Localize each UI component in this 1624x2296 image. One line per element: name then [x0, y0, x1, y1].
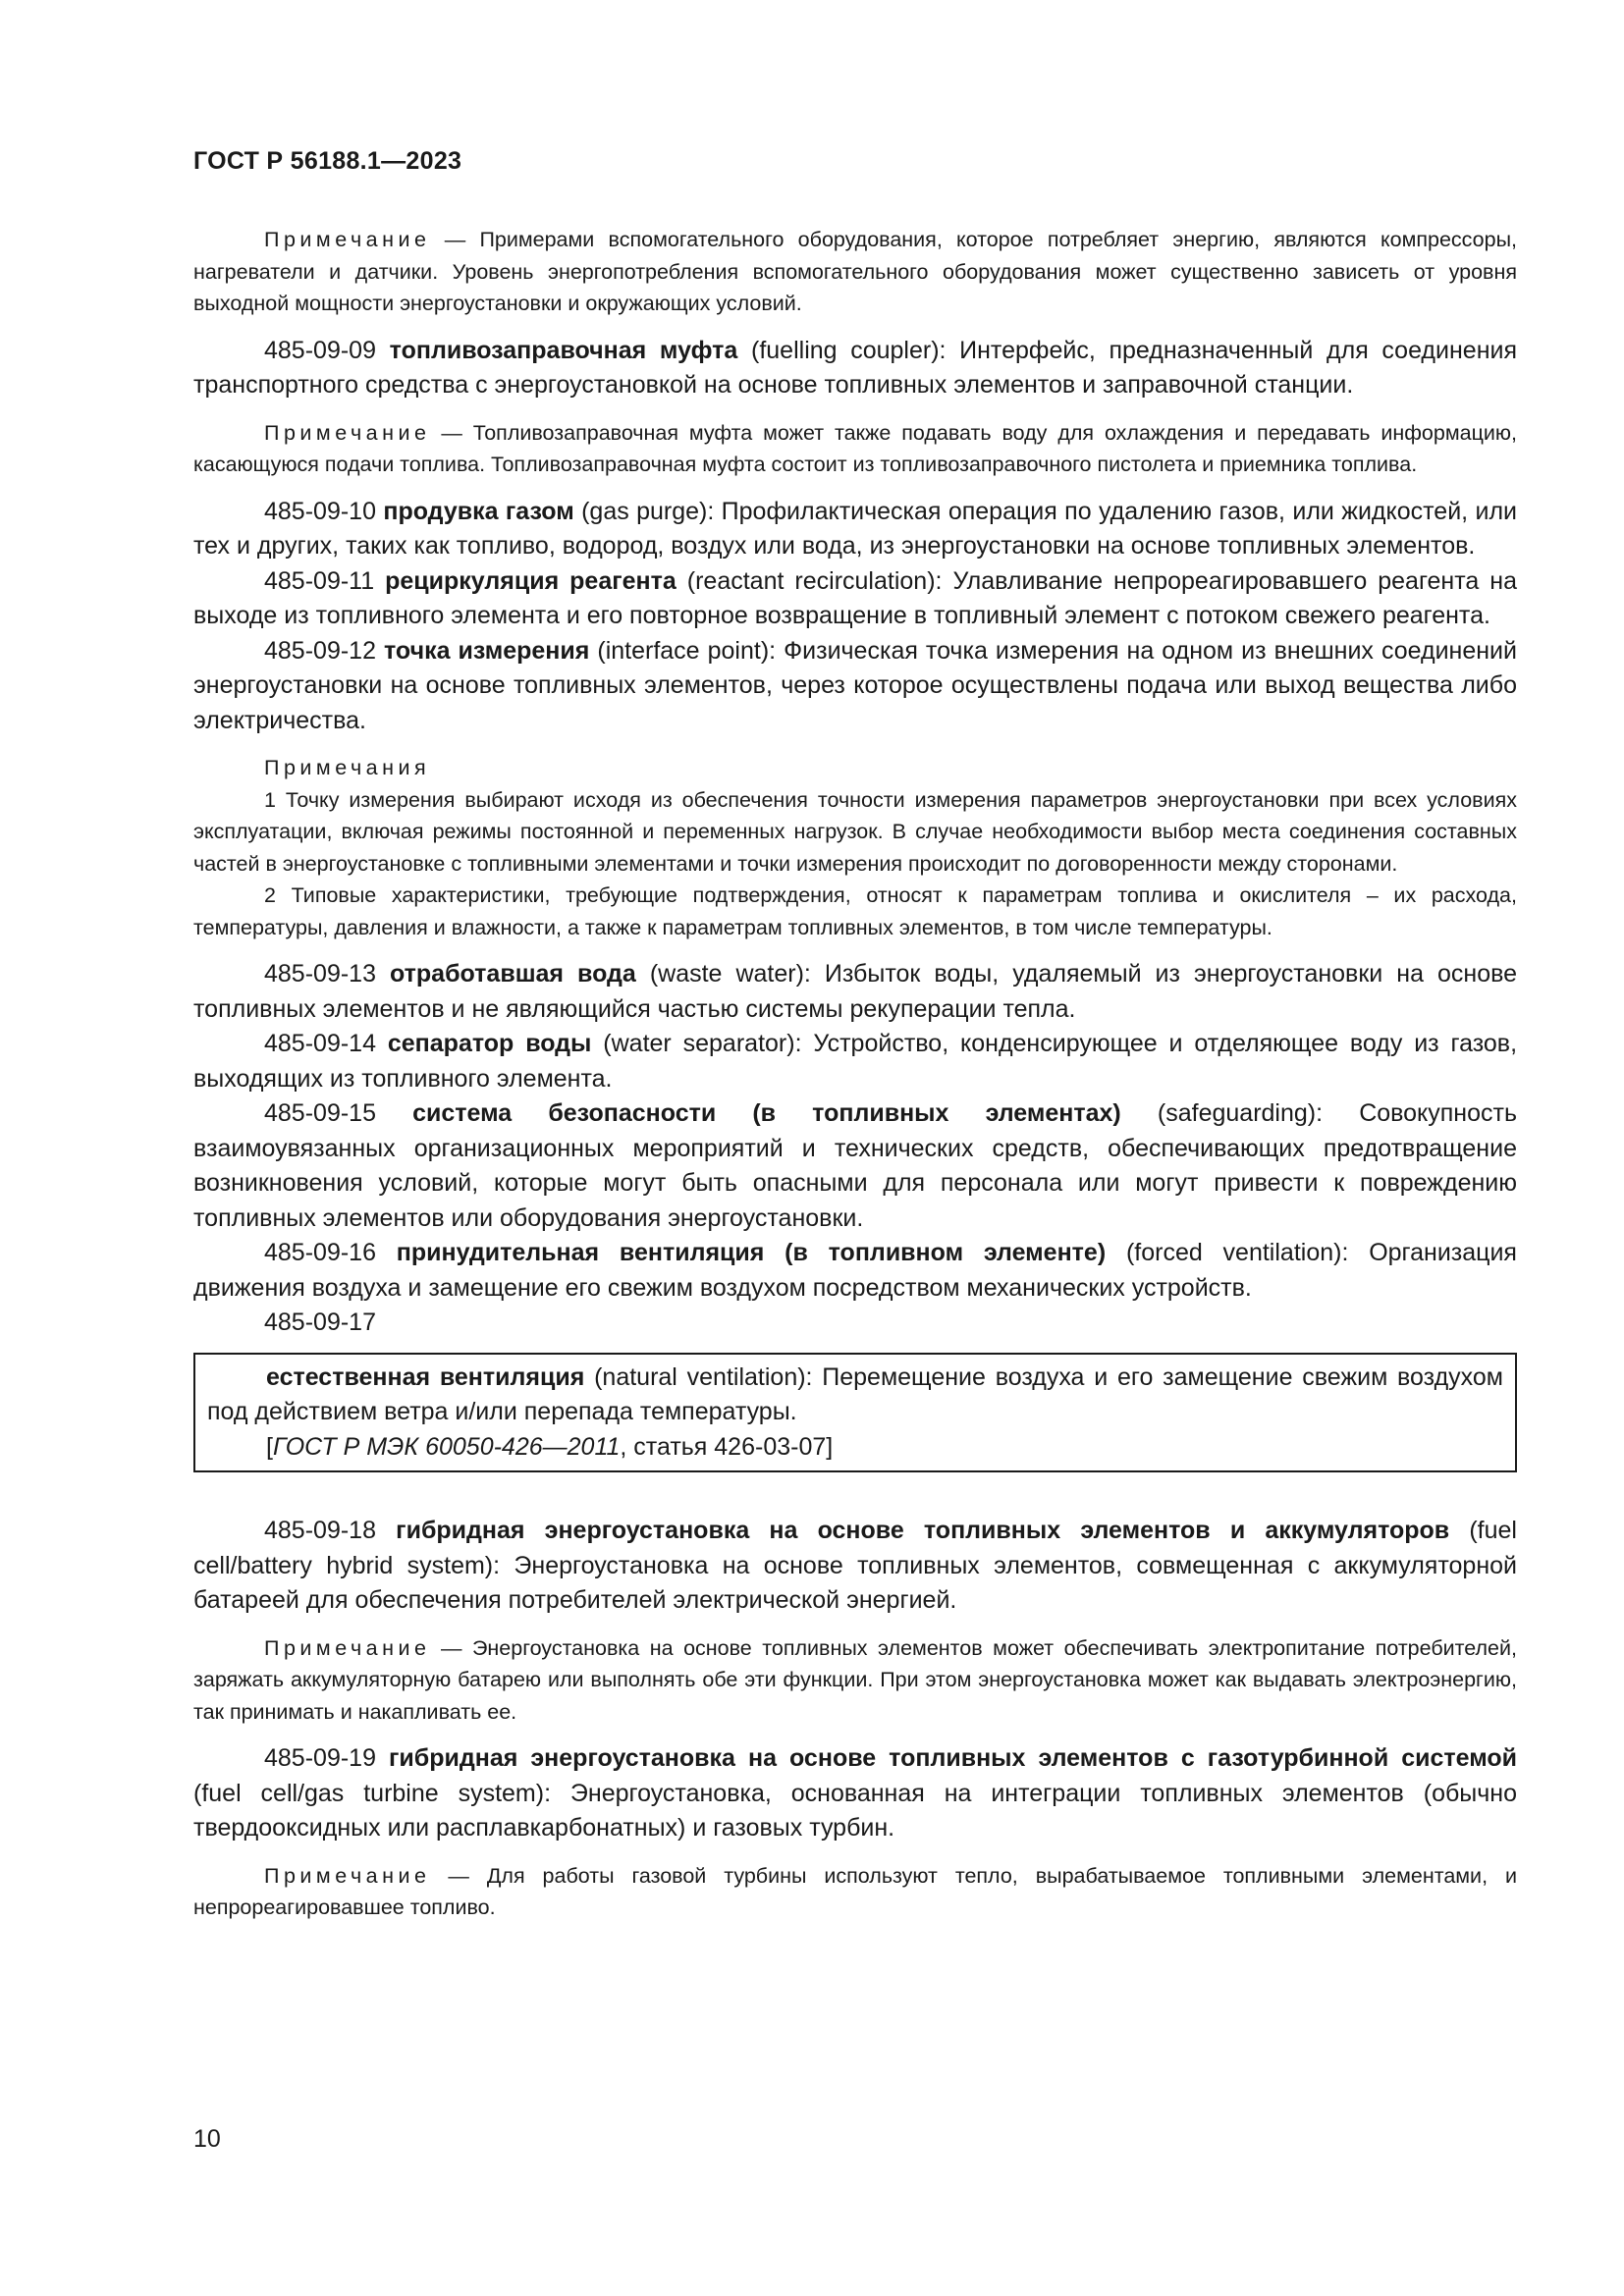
note-text: — Топливозаправочная муфта может также подавать воду для охлаждения и передавать информацию, касающуюся подачи топлива. Топливозаправочная муфта состоит из топливозаправочного пистолета и приемника топлива.	[193, 420, 1517, 476]
note-auxiliary-equipment	[193, 224, 1517, 320]
term-name: гибридная энергоустановка на основе топливных элементов с газотурбинной системой	[389, 1744, 1518, 1772]
term-485-09-10	[193, 495, 1517, 564]
term-english: (waste water)	[635, 960, 804, 988]
term-english: (fuelling coupler)	[737, 336, 940, 364]
term-english: (safeguarding)	[1120, 1099, 1317, 1127]
term-number: 485-09-11	[264, 566, 375, 595]
term-name: точка измерения	[384, 636, 590, 665]
term-485-09-17-box	[193, 1353, 1517, 1473]
note-label: Примечание	[264, 228, 431, 251]
term-definition: : Интерфейс, предназначенный для соединения транспортного средства с энергоустановкой на основе топливных элементов и заправочной станции.	[193, 336, 1518, 399]
ref-article: , статья 426-03-07]	[620, 1432, 834, 1461]
term-reference	[207, 1430, 1503, 1466]
term-485-09-15	[193, 1096, 1517, 1236]
term-name: принудительная вентиляция (в топливном элементе)	[396, 1239, 1107, 1266]
term-number: 485-09-13	[264, 960, 376, 988]
term-number: 485-09-12	[264, 636, 376, 665]
term-definition: : Улавливание непрореагировавшего реагента на выходе из топливного элемента и его повторное возвращение в топливный элемент с потоком свежего реагента.	[193, 566, 1517, 629]
term-english: (forced ventilation)	[1106, 1239, 1342, 1266]
term-english: (interface point)	[589, 636, 770, 665]
term-number: 485-09-09	[264, 336, 376, 364]
term-name: гибридная энергоустановка на основе топливных элементов и аккумуляторов	[396, 1517, 1450, 1544]
term-english: (water separator)	[591, 1030, 795, 1057]
term-485-09-09	[193, 334, 1517, 403]
term-definition: : Энергоустановка, основанная на интеграции топливных элементов (обычно твердооксидных или расплавкарбонатных) и газовых турбин.	[193, 1779, 1517, 1842]
note-item-1: 1 Точку измерения выбирают исходя из обеспечения точности измерения параметров энергоустановки при всех условиях эксплуатации, включая режимы постоянной и переменных нагрузок. В случае необходимости выбор места соединения составных частей в энергоустановке с топливными элементами и точки измерения происходит по договоренности между сторонами.	[193, 787, 1517, 876]
term-485-09-18	[193, 1514, 1517, 1619]
term-485-09-16	[193, 1236, 1517, 1306]
term-485-09-17-number	[193, 1306, 1517, 1341]
term-485-09-12	[193, 634, 1517, 739]
term-definition: : Энергоустановка на основе топливных элементов, совмещенная с аккумуляторной батареей для обеспечения потребителей электрической энергией.	[193, 1551, 1517, 1614]
term-number: 485-09-18	[264, 1517, 376, 1544]
page-number: 10	[193, 2125, 221, 2153]
term-name: продувка газом	[383, 497, 574, 525]
term-485-09-14	[193, 1027, 1517, 1096]
term-name: рециркуляция реагента	[385, 566, 677, 595]
term-number: 485-09-10	[264, 497, 376, 525]
term-definition: : Перемещение воздуха и его замещение свежим воздухом под действием ветра и/или перепада температуры.	[207, 1362, 1503, 1425]
term-name: система безопасности (в топливных элементах)	[412, 1099, 1121, 1127]
term-name: естественная вентиляция	[266, 1362, 585, 1391]
document-header: ГОСТ Р 56188.1—2023	[193, 147, 462, 175]
term-number: 485-09-16	[264, 1239, 376, 1266]
term-number: 485-09-14	[264, 1030, 376, 1057]
note-text: — Примерами вспомогательного оборудования, которое потребляет энергию, являются компрессоры, нагреватели и датчики. Уровень энергопотребления вспомогательного оборудования может существенно зависеть от уровня выходной мощности энергоустановки и окружающих условий.	[193, 228, 1517, 315]
note-label: Примечание	[264, 420, 431, 445]
term-485-09-11	[193, 564, 1517, 634]
term-name: топливозаправочная муфта	[389, 336, 738, 364]
document-body	[193, 224, 1517, 1924]
note-label: Примечание	[264, 1863, 431, 1888]
note-battery-hybrid	[193, 1632, 1517, 1729]
term-english: (reactant recirculation)	[676, 566, 936, 595]
term-485-09-19	[193, 1741, 1517, 1846]
term-definition: : Избыток воды, удаляемый из энергоустановки на основе топливных элементов и не являющийся частью системы рекуперации тепла.	[193, 960, 1518, 1023]
note-fuelling-coupler	[193, 417, 1517, 481]
note-gas-turbine	[193, 1860, 1517, 1924]
note-label: Примечания	[264, 756, 431, 779]
ref-bracket: [	[266, 1432, 273, 1461]
note-item-2: 2 Типовые характеристики, требующие подтверждения, относят к параметрам топлива и окислителя – их расхода, температуры, давления и влажности, а также к параметрам топливных элементов, в том числе температуры.	[193, 883, 1517, 939]
term-definition: : Совокупность взаимоувязанных организационных мероприятий и технических средств, обеспечивающих предотвращение возникновения условий, которые могут быть опасными для персонала или могут привести к повреждению топливных элементов или оборудования энергоустановки.	[193, 1099, 1517, 1232]
term-english: (gas purge)	[573, 497, 708, 525]
term-number: 485-09-15	[264, 1099, 376, 1127]
term-definition: : Профилактическая операция по удалению газов, или жидкостей, или тех и других, таких как топливо, водород, воздух или вода, из энергоустановки на основе топливных элементов.	[193, 497, 1517, 560]
term-definition: : Физическая точка измерения на одном из внешних соединений энергоустановки на основе топливных элементов, через которое осуществлены подача или выход вещества либо электричества.	[193, 636, 1517, 734]
term-number: 485-09-19	[264, 1744, 376, 1772]
ref-source: ГОСТ Р МЭК 60050-426—2011	[272, 1432, 621, 1461]
term-english: (natural ventilation)	[584, 1362, 806, 1391]
note-label: Примечание	[264, 1635, 431, 1660]
term-485-09-13	[193, 957, 1517, 1027]
note-text: — Для работы газовой турбины используют тепло, вырабатываемое топливными элементами, и непрореагировавшее топливо.	[193, 1863, 1517, 1919]
term-number: 485-09-17	[264, 1308, 376, 1336]
term-name: сепаратор воды	[387, 1030, 592, 1057]
notes-interface-point	[193, 752, 1517, 943]
term-english: (fuel cell/gas turbine system)	[193, 1779, 545, 1807]
notes-label-line	[193, 752, 1517, 784]
term-definition: : Устройство, конденсирующее и отделяющее воду из газов, выходящих из топливного элемента.	[193, 1030, 1518, 1093]
term-english: (fuel cell/battery hybrid system)	[193, 1517, 1517, 1579]
term-definition: : Организация движения воздуха и замещение его свежим воздухом посредством механических устройств.	[193, 1239, 1517, 1302]
term-name: отработавшая вода	[390, 960, 636, 988]
note-text: — Энергоустановка на основе топливных элементов может обеспечивать электропитание потребителей, заряжать аккумуляторную батарею или выполнять обе эти функции. При этом энергоустановка может как выдавать электроэнергию, так принимать и накапливать ее.	[193, 1635, 1517, 1724]
term-485-09-17	[207, 1361, 1503, 1430]
